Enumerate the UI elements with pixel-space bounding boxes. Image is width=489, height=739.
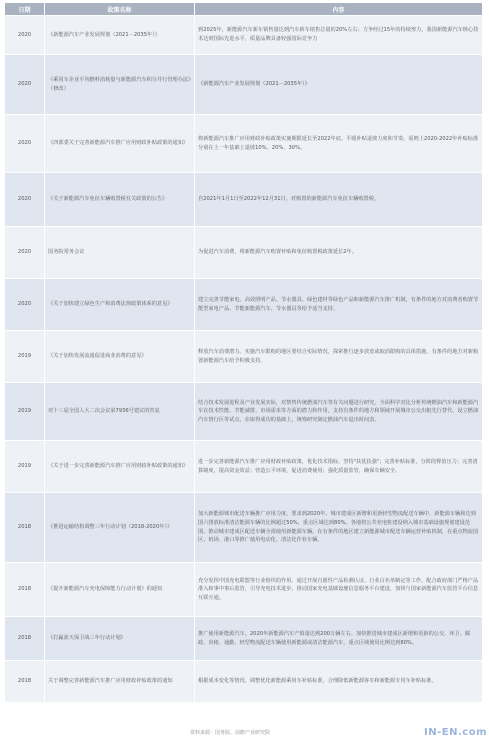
table-row [5,661,483,703]
table-row [5,383,483,441]
row-content: 为促进汽车消费，将新能源汽车购置补贴和免征购置税政策延长2年。 [195,227,483,279]
site-watermark: IN-EN.com [424,727,487,738]
row-content: 根据成本变化等情况，调整优化新能源乘用车补贴标准，合理降低新能源客车和新能源专用车补贴标准。 [195,661,483,703]
row-date: 2018 [5,617,45,661]
table-header-row [5,3,483,16]
row-date: 2019 [5,331,45,383]
header-content: 内容 [195,3,483,16]
source-note: 资料来源：国务院、前瞻产业研究院 [190,730,271,736]
row-policy-name: 对十三届全国人大二次会议第7936号建议的答复 [45,383,195,441]
row-content: 将新能源汽车推广应用财政补贴政策实施期限延长至2022年底。平缓补贴退坡力度和节奏，原则上2020-2022年补贴标准分别在上一年基础上退坡10%、20%、30%。 [195,115,483,173]
row-content: 进一步完善新能源汽车推广应用财政补贴政策，优化技术指标，坚持"扶优扶强"；完善补贴标准，分阶段释放压力；完善清算制度，提高资金效益；营造公平环境，促进消费使用；强化质量监管，确保车辆安全。 [195,441,483,493]
row-policy-name: 《关于进一步完善新能源汽车推广应用财政补贴政策的通知》 [45,441,195,493]
row-date: 2018 [5,493,45,563]
table-row [5,279,483,331]
row-date: 2020 [5,55,45,115]
row-date: 2018 [5,563,45,617]
table-row [5,331,483,383]
row-content: 建立完善节能家电、高效照明产品、节水器具、绿色建材等绿色产品和新能源汽车推广机制，有条件的地方对消费者购置节能型家电产品、节能新能源汽车、节水器具等给予适当支持。 [195,279,483,331]
row-content: 《新能源汽车产业发展规划（2021－2035年）》 [195,55,483,115]
row-policy-name: 《提升新能源汽车充电保障能力行动计划》的通知 [45,563,195,617]
header-date: 日期 [5,3,45,16]
row-content: 加大新能源城市配送车辆推广应用力度，要求到2020年，城市建成区新增和更新轻型物流配送车辆中，新能源车辆和达到国六排放标准清洁能源车辆的比例超过50%，重点区域达到80%。各地将公共充电桩建设纳入城市基础设施规划建设范围，推动城市建成区配送车辆全部使用新能源车辆。在有条件的地区建立新能源城市配送车辆运营补贴机制，在重点物流园区、机场、港口等推广使用电动化、清洁化作业车辆。 [195,493,483,563]
table-row [5,563,483,617]
table-row [5,441,483,493]
row-date: 2020 [5,173,45,227]
row-policy-name: 国务院常务会议 [45,227,195,279]
row-policy-name: 《打赢蓝天保卫战三年行动计划》 [45,617,195,661]
row-policy-name: 《关于加快建立绿色生产和消费法规政策体系的意见》 [45,279,195,331]
row-date: 2020 [5,279,45,331]
row-policy-name: 关于调整完善新能源汽车推广应用财政补贴政策的通知 [45,661,195,703]
row-date: 2019 [5,383,45,441]
row-content: 释放汽车消费潜力。实施汽车限购的地区要结合实际情况，探索推行逐步放宽或取消限购的具体措施。有条件的地方对新购置新能源汽车给予积极支持。 [195,331,483,383]
row-policy-name: 《四部委关于完善新能源汽车推广应用财政补贴政策的通知》 [45,115,195,173]
row-date: 2020 [5,227,45,279]
row-content: 推广使用新能源汽车。2020年新能源汽车产销量达到200万辆左右。加快推进城市建成区新增和更新的公交、环卫、邮政、出租、通勤、轻型物流配送车辆使用新能源或清洁能源汽车，重点区域使用比例达到80%。 [195,617,483,661]
header-policy-name: 政策名称 [45,3,195,16]
row-policy-name: 《关于新能源汽车免征车辆购置税有关政策的公告》 [45,173,195,227]
policy-table [4,2,483,703]
row-content: 到2025年，新能源汽车新车销售量达到汽车新车销售总量的20%左右；力争经过15年的持续努力，我国新能源汽车核心技术达到国际先进水平，质量品牌具备较强国际竞争力 [195,16,483,55]
row-policy-name: 《乘用车企业平均燃料消耗量与新能源汽车积分并行管理办法》（修改） [45,55,195,115]
row-date: 2020 [5,16,45,55]
row-content: 自2021年1月1日至2022年12月31日，对购置的新能源汽车免征车辆购置税。 [195,173,483,227]
row-date: 2018 [5,661,45,703]
table-row [5,173,483,227]
policy-table-page [0,2,489,739]
row-date: 2019 [5,441,45,493]
table-row [5,227,483,279]
row-policy-name: 《新能源汽车产业发展规划（2021－2035年）》 [45,16,195,55]
table-row [5,115,483,173]
row-content: 充分发挥中国充电联盟等行业组织的作用，通过开展自愿性产品检测认证、行业白名单制定等工作，配合政府部门严格产品准入和事中事后监管，引导充电技术进步，推动国家充电基础设施信息服务平台建设，加快与国家新能源汽车监管平台信息互联互通。 [195,563,483,617]
row-date: 2020 [5,115,45,173]
table-row [5,493,483,563]
table-row [5,55,483,115]
row-policy-name: 《推进运输结构调整三年行动计划（2018-2020年）》 [45,493,195,563]
table-row [5,16,483,55]
table-row [5,617,483,661]
row-content: 结合技术发展进程及产业发展实际，对禁售传统燃油汽车等有关问题进行研究，全面科学对比分析传统燃油汽车和新能源汽车在技术性能、节能减排、市场需求等方面的潜力和作用，支持有条件的地方和领域开展城市公交出租先行替代、设立燃油汽车禁行区等试点，在取得成功的基础上，统筹研究制定燃油汽车退出时间表。 [195,383,483,441]
row-policy-name: 《关于加快发展流通促进商业消费的意见》 [45,331,195,383]
